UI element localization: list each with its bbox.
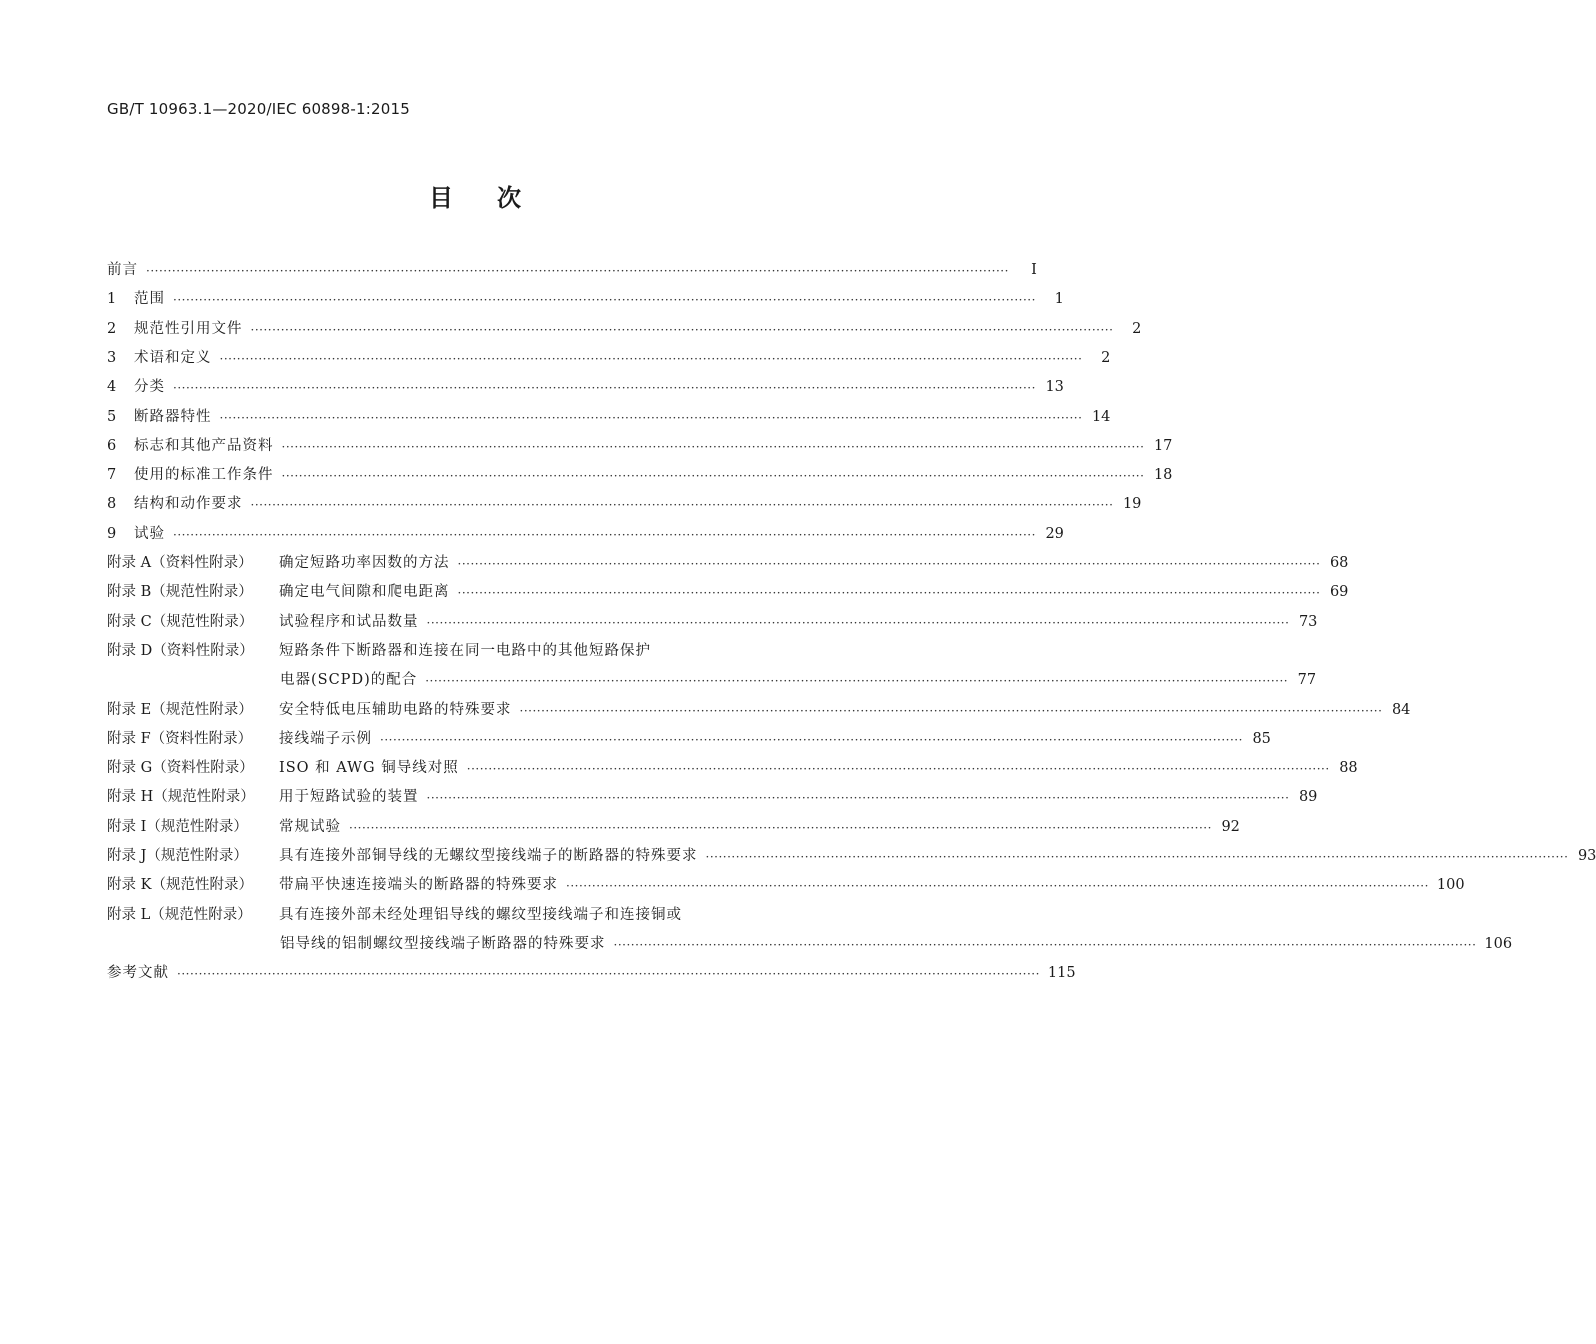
toc-leader-dots: ········································································································································································································ xyxy=(219,352,1083,366)
title-char-1: 目 xyxy=(429,184,453,212)
toc-leader-dots: ········································································································································································································ xyxy=(177,967,1040,981)
toc-entry-label: 结构和动作要求 xyxy=(134,496,243,512)
toc-entry[interactable] xyxy=(280,933,1513,955)
toc-entry-page: 115 xyxy=(1047,965,1076,981)
toc-entry-label: 安全特低电压辅助电路的特殊要求 xyxy=(279,702,512,718)
toc-entry-label: 使用的标准工作条件 xyxy=(134,467,274,483)
toc-entry[interactable] xyxy=(107,816,1240,838)
toc-entry-annex: 附录 D（资料性附录） xyxy=(107,643,254,659)
toc-entry-annex: 附录 H（规范性附录） xyxy=(107,789,255,805)
toc-entry-number: 3 xyxy=(107,350,117,366)
toc-entry-page: Ⅰ xyxy=(1031,262,1037,278)
toc-entry-annex: 附录 A（资料性附录） xyxy=(107,555,253,571)
toc-entry-label: 术语和定义 xyxy=(134,350,212,366)
toc-entry[interactable] xyxy=(107,259,1037,281)
toc-leader-dots: ········································································································································································································ xyxy=(457,557,1321,571)
toc-entry[interactable] xyxy=(107,699,1411,721)
toc-entry[interactable] xyxy=(280,669,1317,691)
toc-entry-label: 铝导线的铝制螺纹型接线端子断路器的特殊要求 xyxy=(280,936,606,952)
toc-entry-label: 范围 xyxy=(134,291,165,307)
toc-entry[interactable] xyxy=(107,728,1271,750)
toc-leader-dots: ········································································································································································································ xyxy=(219,411,1083,425)
toc-entry-label: 标志和其他产品资料 xyxy=(134,438,274,454)
toc-entry-annex: 附录 J（规范性附录） xyxy=(107,848,248,864)
toc-leader-dots: ········································································································································································································ xyxy=(705,850,1569,864)
toc-entry-label: 常规试验 xyxy=(279,819,341,835)
toc-entry-page: 69 xyxy=(1329,584,1349,600)
toc-entry-label: 短路条件下断路器和连接在同一电路中的其他短路保护 xyxy=(279,643,651,659)
toc-entry[interactable] xyxy=(107,874,1465,896)
toc-entry-page: 1 xyxy=(1054,291,1064,307)
toc-entry-label: 确定短路功率因数的方法 xyxy=(279,555,450,571)
toc-leader-dots: ········································································································································································································ xyxy=(349,821,1212,835)
toc-entry-page: 29 xyxy=(1045,526,1064,542)
toc-entry-annex: 附录 G（资料性附录） xyxy=(107,760,254,776)
toc-entry[interactable] xyxy=(107,845,1596,867)
toc-entry[interactable] xyxy=(107,493,1142,515)
toc-entry-label: 具有连接外部铜导线的无螺纹型接线端子的断路器的特殊要求 xyxy=(279,848,698,864)
toc-leader-dots: ········································································································································································································ xyxy=(613,938,1477,952)
toc-leader-dots: ········································································································································································································ xyxy=(425,674,1289,688)
toc-entry[interactable] xyxy=(107,904,843,926)
toc-entry-label: 试验 xyxy=(134,526,165,542)
toc-leader-dots: ········································································································································································································ xyxy=(426,616,1290,630)
toc-entry-page: 19 xyxy=(1122,496,1142,512)
toc-entry-page: 2 xyxy=(1132,321,1142,337)
toc-entry-annex: 附录 L（规范性附录） xyxy=(107,907,252,923)
toc-entry[interactable] xyxy=(107,347,1111,369)
toc-entry-page: 84 xyxy=(1391,702,1411,718)
toc-entry-page: 2 xyxy=(1101,350,1111,366)
toc-leader-dots: ········································································································································································································ xyxy=(250,498,1114,512)
toc-entry[interactable] xyxy=(107,464,1173,486)
toc-entry-page: 68 xyxy=(1329,555,1349,571)
toc-entry-label: 试验程序和试品数量 xyxy=(279,614,419,630)
toc-entry-label: 接线端子示例 xyxy=(279,731,372,747)
toc-leader-dots: ········································································································································································································ xyxy=(457,586,1321,600)
toc-entry-annex: 附录 F（资料性附录） xyxy=(107,731,253,747)
toc-leader-dots: ········································································································································································································ xyxy=(173,293,1036,307)
toc-entry-label: 具有连接外部未经处理铝导线的螺纹型接线端子和连接铜或 xyxy=(279,907,682,923)
toc-entry-page: 14 xyxy=(1091,409,1111,425)
toc-entry-page: 92 xyxy=(1221,819,1240,835)
toc-leader-dots: ········································································································································································································ xyxy=(146,264,1009,278)
toc-entry[interactable] xyxy=(107,288,1064,310)
toc-leader-dots: ········································································································································································································ xyxy=(426,791,1290,805)
toc-leader-dots: ········································································································································································································ xyxy=(173,381,1036,395)
toc-entry-label: ISO 和 AWG 铜导线对照 xyxy=(279,760,459,776)
toc-entry-label: 电器(SCPD)的配合 xyxy=(280,672,418,688)
toc-entry-label: 分类 xyxy=(134,379,165,395)
toc-leader-dots: ········································································································································································································ xyxy=(466,762,1330,776)
toc-entry-page: 88 xyxy=(1339,760,1358,776)
toc-entry[interactable] xyxy=(107,581,1349,603)
toc-leader-dots: ········································································································································································································ xyxy=(281,440,1145,454)
toc-entry-label: 用于短路试验的装置 xyxy=(279,789,419,805)
toc-entry-label: 断路器特性 xyxy=(134,409,212,425)
toc-entry-number: 4 xyxy=(107,379,117,395)
toc-leader-dots: ········································································································································································································ xyxy=(250,323,1114,337)
toc-entry[interactable] xyxy=(107,640,843,662)
toc-entry-number: 5 xyxy=(107,409,117,425)
toc-entry-page: 93 xyxy=(1577,848,1596,864)
toc-entry-annex: 附录 C（规范性附录） xyxy=(107,614,254,630)
toc-entry[interactable] xyxy=(107,523,1064,545)
toc-entry-page: 18 xyxy=(1153,467,1173,483)
toc-entry-annex: 附录 B（规范性附录） xyxy=(107,584,253,600)
toc-entry-label: 规范性引用文件 xyxy=(134,321,243,337)
toc-leader-dots: ········································································································································································································ xyxy=(566,879,1429,893)
toc-entry-page: 77 xyxy=(1297,672,1317,688)
toc-entry-label: 前言 xyxy=(107,262,138,278)
toc-entry-number: 8 xyxy=(107,496,117,512)
toc-leader-dots: ········································································································································································································ xyxy=(281,469,1145,483)
toc-entry-label: 确定电气间隙和爬电距离 xyxy=(279,584,450,600)
toc-entry[interactable] xyxy=(107,552,1349,574)
toc-entry[interactable] xyxy=(107,406,1111,428)
toc-entry-annex: 附录 K（规范性附录） xyxy=(107,877,253,893)
toc-entry-number: 1 xyxy=(107,291,117,307)
standard-code: GB/T 10963.1—2020/IEC 60898-1:2015 xyxy=(107,100,410,118)
toc-entry[interactable] xyxy=(107,786,1318,808)
toc-entry-number: 6 xyxy=(107,438,117,454)
toc-leader-dots: ········································································································································································································ xyxy=(519,704,1383,718)
toc-entry[interactable] xyxy=(107,611,1318,633)
toc-entry[interactable] xyxy=(107,962,1076,984)
toc-entry-annex: 附录 E（规范性附录） xyxy=(107,702,253,718)
toc-entry-number: 7 xyxy=(107,467,117,483)
toc-entry[interactable] xyxy=(107,435,1173,457)
toc-entry-label: 参考文献 xyxy=(107,965,169,981)
title-char-2: 次 xyxy=(497,184,521,212)
toc-leader-dots: ········································································································································································································ xyxy=(173,528,1036,542)
toc-entry-label: 带扁平快速连接端头的断路器的特殊要求 xyxy=(279,877,558,893)
toc-entry-page: 73 xyxy=(1298,614,1318,630)
toc-entry[interactable] xyxy=(107,318,1142,340)
toc-entry-page: 89 xyxy=(1298,789,1318,805)
toc-entry[interactable] xyxy=(107,376,1064,398)
toc-entry-page: 106 xyxy=(1484,936,1513,952)
toc-leader-dots: ········································································································································································································ xyxy=(380,733,1243,747)
toc-entry[interactable] xyxy=(107,757,1358,779)
toc-entry-annex: 附录 I（规范性附录） xyxy=(107,819,248,835)
toc-entry-number: 2 xyxy=(107,321,117,337)
toc-entry-page: 13 xyxy=(1045,379,1064,395)
toc-entry-page: 85 xyxy=(1252,731,1271,747)
toc-entry-number: 9 xyxy=(107,526,117,542)
toc-entry-page: 17 xyxy=(1153,438,1173,454)
toc-entry-page: 100 xyxy=(1436,877,1465,893)
